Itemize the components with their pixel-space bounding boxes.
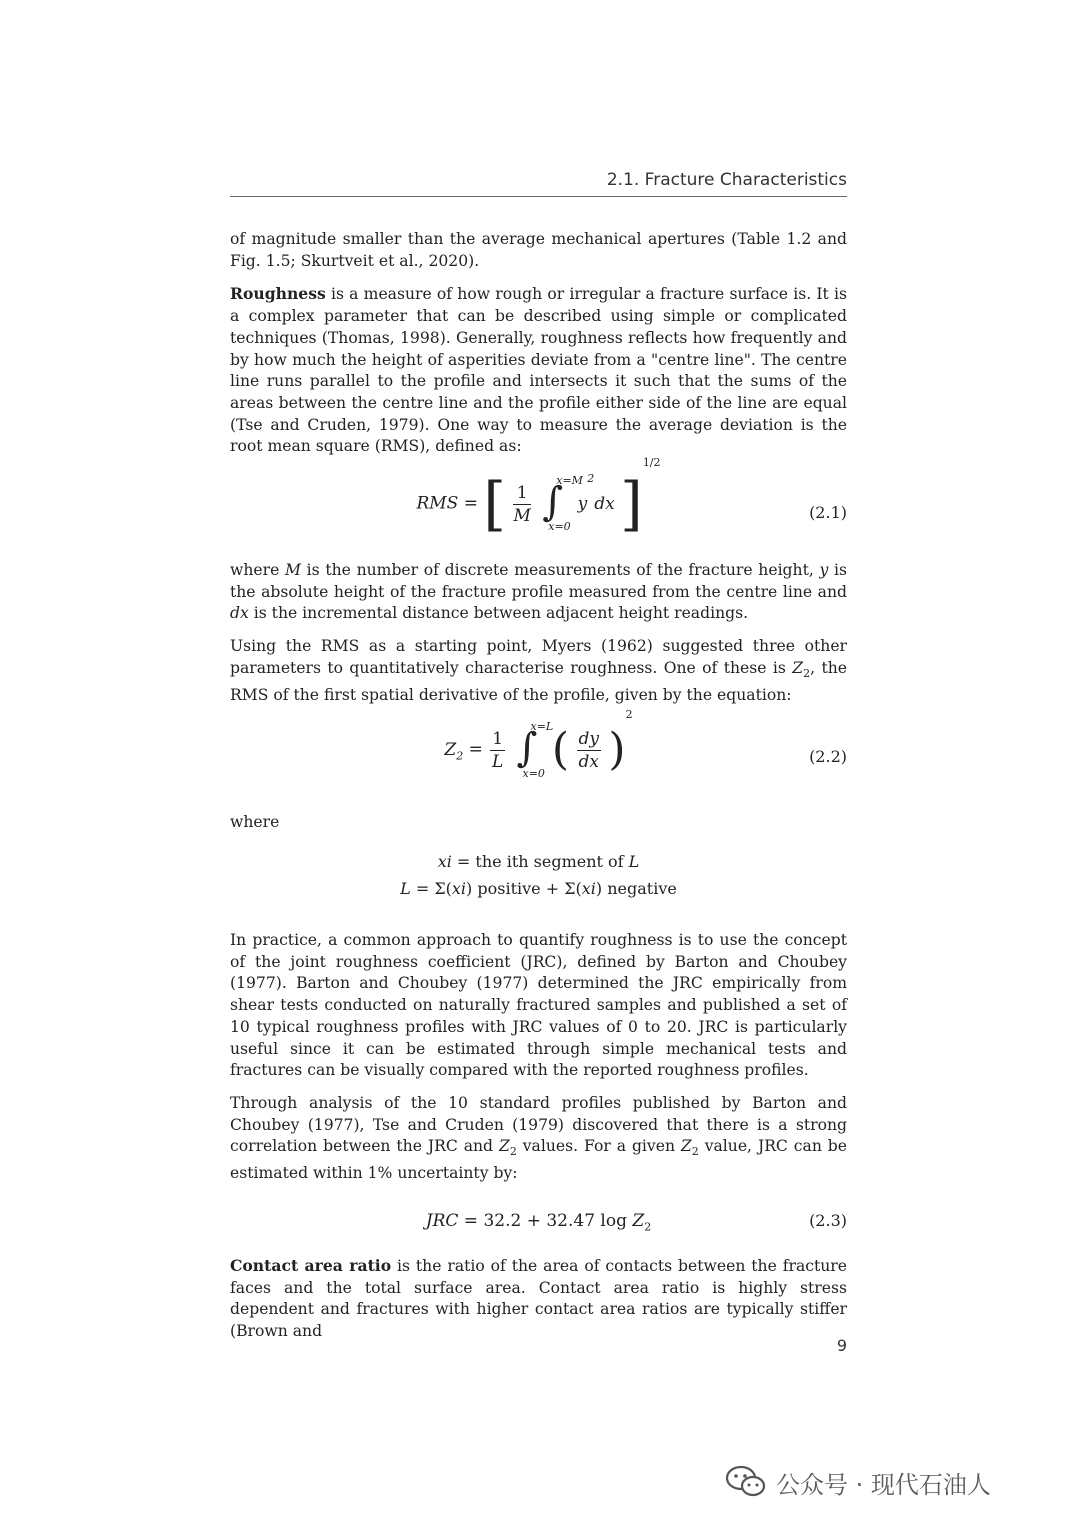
paragraph-where-rms: where M is the number of discrete measurements of the fracture height, y is the absolute height of the fracture profile measured from the centre line and dx is the incremental distance between adjacent height readings. [230,561,847,623]
eq2-fraction [490,728,505,773]
where-definitions [230,848,847,902]
left-paren: ( [551,724,570,776]
eq1-upper-limit: x=M [556,474,583,488]
right-bracket: ] [620,470,643,539]
eq1-lhs: RMS [416,493,459,514]
paragraph-jrc: In practice, a common approach to quantify roughness is to use the concept of the joint roughness coefficient (JRC), defined by Barton and Choubey (1977). Barton and Choubey (1977) determined the JRC empirically from shear tests conducted on naturally fractured samples and published a set of 10 typical roughness profiles with JRC values of 0 to 20. JRC is particularly useful since it can be estimated through simple mechanical tests and fractures can be visually compared with the reported roughness profiles. [230,931,847,1080]
eq2-upper-limit: x=L [530,720,554,734]
eq1-exponent: 1/2 [642,456,661,470]
watermark-text: 公众号 · 现代石油人 [776,1470,991,1499]
paragraph-text: is a measure of how rough or irregular a fracture surface is. It is a complex parameter that can be described using simple or complicated techniques (Thomas, 1998). Generally, roughness reflects how frequently and by how much the height of asperities deviate from a "centre line". The centre line runs parallel to the profile and intersects it such that the sums of the areas between the centre line and the profile either side of the line are equal (Tse and Cruden, 1979). One way to measure the average deviation is the root mean square (RMS), defined as: [230,285,847,456]
eq2-equals: = [468,739,483,760]
eq2-dy: dy [578,728,599,749]
eq2-lhs: $Z_2$ [444,739,464,763]
page-number: 9 [836,1336,847,1355]
wechat-icon [726,1465,766,1499]
right-paren: ) [608,724,626,776]
eq1-denominator: M [513,505,531,526]
equation-2-2 [230,708,847,792]
eq3-lhs: JRC [425,1210,459,1231]
equation-2-3 [230,1201,847,1241]
eq2-dx: dx [578,751,599,772]
term-contact-area-ratio: Contact area ratio [230,1255,392,1275]
equation-number: (2.3) [809,1210,847,1230]
eq1-lower-limit: x=0 [548,520,571,534]
eq2-lower-limit: x=0 [522,766,545,780]
body-text [230,229,847,1354]
definition-L: L = Σ(xi) positive + Σ(xi) negative [400,879,677,899]
paragraph-myers: Using the RMS as a starting point, Myers (1962) suggested three other parameters to quantitatively characterise roughness. One of these is $Z_2$, the RMS of the first spatial derivative of the profile, given by the equation: [230,637,847,704]
eq1-equals: = [463,493,478,514]
equation-2-1 [230,456,847,552]
integral-sign: ∫ x=L x=0 [513,722,547,778]
watermark [726,1462,991,1502]
integral-sign: ∫ x=M x=0 [538,476,572,532]
eq3-Z: Z [632,1210,645,1231]
paragraph-contact-area: Contact area ratio is the ratio of the area of contacts between the fracture faces and the total surface area. Contact area ratio is highly stress dependent and fractures with higher contact area ratios are typically stiffer (Brown and [230,1255,847,1341]
eq3-rhs: = 32.2 + 32.47 log [458,1210,633,1231]
eq1-integrand: $y^2dx$ [577,472,615,514]
left-bracket: [ [483,470,507,539]
eq2-exponent: 2 [625,708,633,722]
term-roughness: Roughness [230,284,326,304]
eq1-fraction [513,482,530,527]
eq2-numerator: 1 [492,728,504,749]
paragraph-where: where [230,813,280,832]
equation-number: (2.1) [809,503,847,523]
running-header: 2.1. Fracture Characteristics [230,170,847,197]
paragraph-roughness [230,283,847,458]
paragraph-continuation: of magnitude smaller than the average mechanical apertures (Table 1.2 and Fig. 1.5; Skurtveit et al., 2020). [230,230,847,270]
eq1-numerator: 1 [513,482,530,505]
eq3-subscript: 2 [644,1220,652,1234]
eq2-derivative [577,728,602,773]
eq2-denominator: L [492,751,504,772]
definition-xi: xi = the ith segment of L [437,852,640,872]
paragraph-tse-cruden: Through analysis of the 10 standard profiles published by Barton and Choubey (1977), Tse and Cruden (1979) discovered that there is a strong correlation between the JRC and $Z_2$ values. For a given $Z_2$ value, JRC can be estimated within 1% uncertainty by: [230,1093,847,1183]
equation-number: (2.2) [809,747,847,767]
